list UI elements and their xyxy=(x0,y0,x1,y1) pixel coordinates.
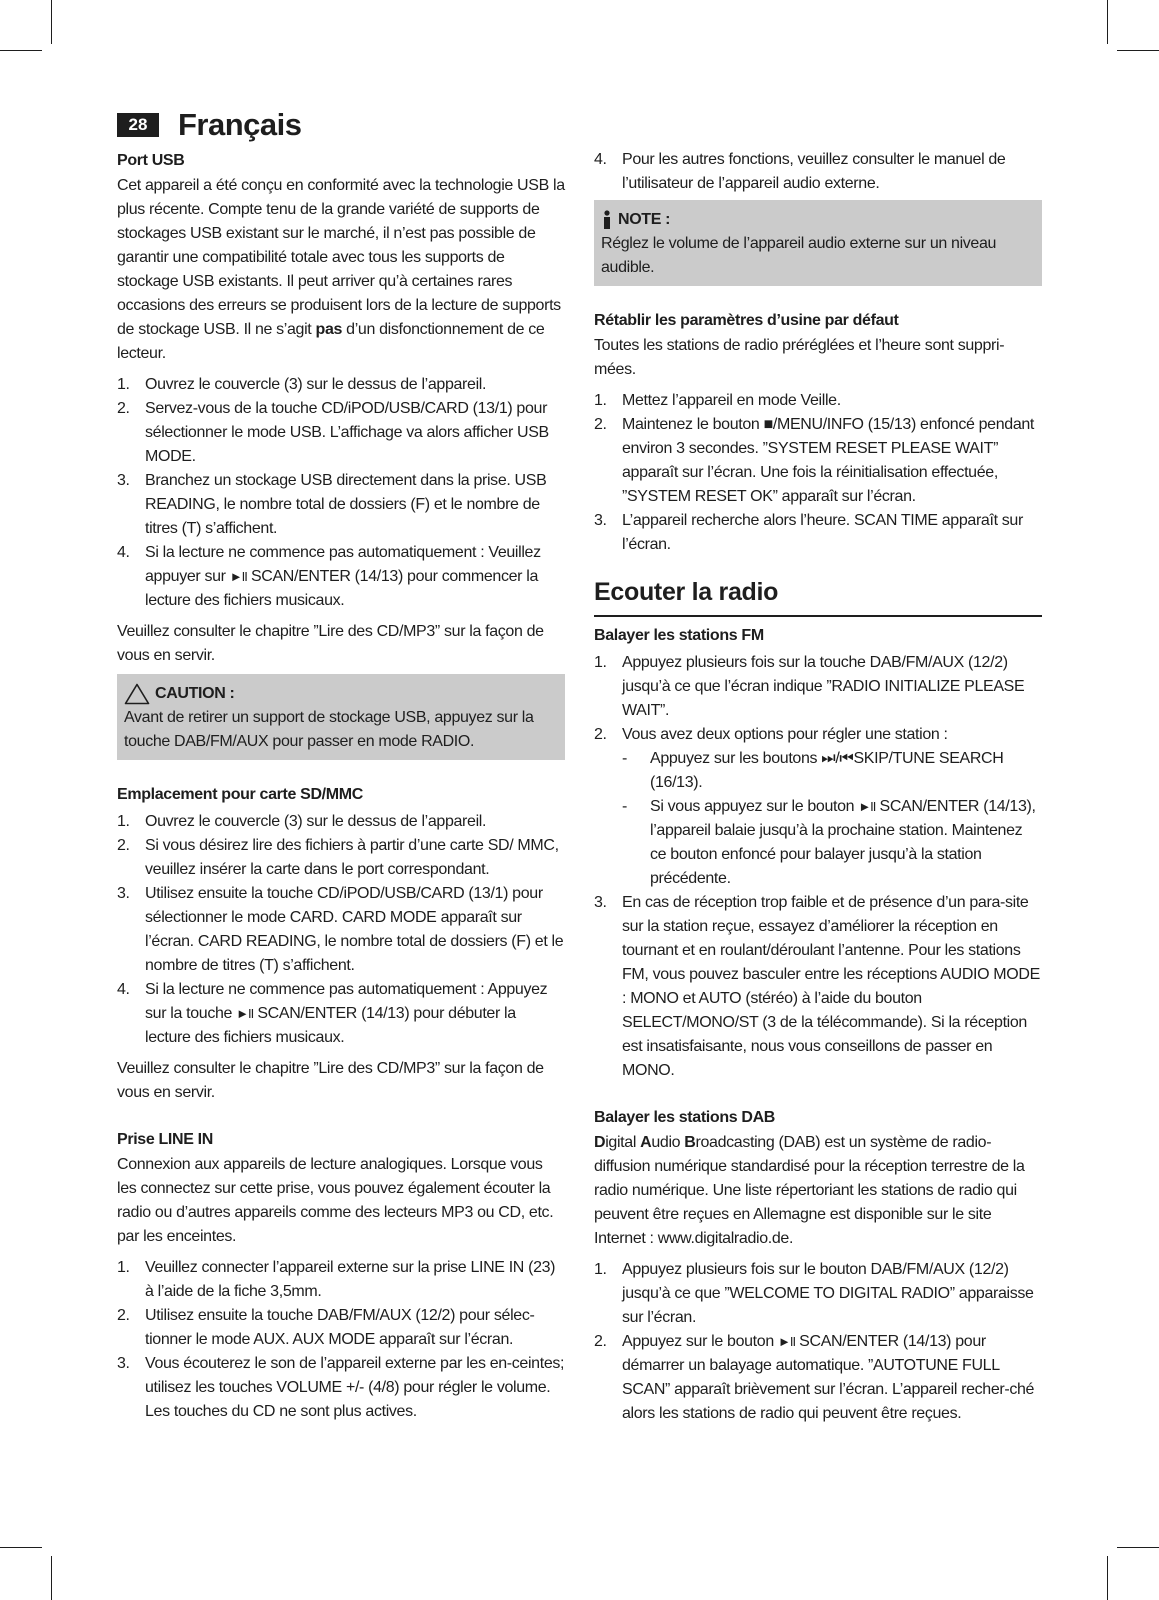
dab-heading: Balayer les stations DAB xyxy=(594,1109,776,1126)
radio-title: Ecouter la radio xyxy=(594,575,1042,617)
sd-heading: Emplacement pour carte SD/MMC xyxy=(117,786,363,803)
crop-mark xyxy=(1117,1547,1159,1548)
radio-section xyxy=(594,575,1042,1426)
list-item: 3. Utilisez ensuite la touche CD/iPOD/USB/CARD (13/1) pour sélectionner le mode CARD. CARD MODE apparaît sur l’écran. CARD READING, le nombre total de dossiers (F) et le nombre de titres (T) s’affichent. xyxy=(117,885,564,974)
info-icon xyxy=(601,210,613,230)
list-item: 2. Servez-vous de la touche CD/iPOD/USB/CARD (13/1) pour sélectionner le mode USB. L’affichage va alors afficher USB MODE. xyxy=(117,400,549,465)
list-item: 2. Maintenez le bouton ■/MENU/INFO (15/13) enfoncé pendant environ 3 secondes. ”SYSTEM RESET PLEASE WAIT” apparaît sur l’écran. Une fois la réinitialisation effectuée, ”SYSTEM RESET OK” apparaît sur l’écran. xyxy=(594,416,1035,505)
note-text: Réglez le volume de l’appareil audio externe sur un niveau audible. xyxy=(601,235,997,276)
list-item: 1. Ouvrez le couvercle (3) sur le dessus de l’appareil. xyxy=(117,813,487,830)
right-column xyxy=(594,148,1042,1426)
list-item: 1. Mettez l’appareil en mode Veille. xyxy=(594,392,841,409)
crop-mark xyxy=(1107,0,1108,44)
list-item: - Appuyez sur les boutons ⏭/⏮SKIP/TUNE SEARCH (16/13). xyxy=(622,750,1004,791)
caution-box xyxy=(117,674,565,760)
usb-heading: Port USB xyxy=(117,152,185,169)
crop-mark xyxy=(51,1556,52,1600)
page-header xyxy=(117,105,302,145)
linein-section xyxy=(117,1127,565,1424)
reset-steps xyxy=(594,389,1042,557)
list-item: 1. Ouvrez le couvercle (3) sur le dessus de l’appareil. xyxy=(117,376,487,393)
crop-mark xyxy=(0,1547,42,1548)
fm-heading: Balayer les stations FM xyxy=(594,627,764,644)
dab-steps xyxy=(594,1258,1042,1426)
note-box xyxy=(594,200,1042,286)
sd-section xyxy=(117,782,565,1105)
list-item: 3. Branchez un stockage USB directement dans la prise. USB READING, le nombre total de dossiers (F) et le nombre de titres (T) s’affichent. xyxy=(117,472,547,537)
usb-intro: Cet appareil a été conçu en conformité avec la technologie USB la plus récente. Compte tenu de la grande variété de supports de stockages USB existant sur le marché, il n’est pas possible de garantir une compatibilité totale avec tous les supports de stockage USB existants. Il peut arriver qu’à certaines rares occasions des erreurs se produisent lors de la lecture de supports de stockage USB. Il ne s’agit pas d’un disfonctionnement de ce lecteur. xyxy=(117,177,565,362)
caution-text: Avant de retirer un support de stockage USB, appuyez sur la touche DAB/FM/AUX pour passer en mode RADIO. xyxy=(124,709,534,750)
fm-steps xyxy=(594,651,1042,1083)
list-item: 1. Appuyez plusieurs fois sur la touche DAB/FM/AUX (12/2) jusqu’à ce que l’écran indique ”RADIO INITIALIZE PLEASE WAIT”. xyxy=(594,654,1025,719)
left-column xyxy=(117,148,565,1424)
skip-icon: ⏭/⏮ xyxy=(821,750,854,767)
list-item: 2. Vous avez deux options pour régler une station : - Appuyez sur les boutons ⏭/⏮SKIP/TUNE SEARCH (16/13). - Si vous appuyez sur le bouton ►II SCAN/ENTER (14/13), l’appareil balaie jusqu’à la prochaine station. Maintenez ce bouton enfoncé pour balayer jusqu’à la station précédente. xyxy=(594,723,1042,891)
list-item: 3. En cas de réception trop faible et de présence d’un para-site sur la station reçue, essayez d’améliorer la réception en tournant et en roulant/déroulant l’antenne. Pour les stations FM, vous pouvez basculer entre les réceptions AUDIO MODE : MONO et AUTO (stéréo) à l’aide du bouton SELECT/MONO/ST (3 de la télécommande). Si la réception est insatisfaisante, nous vous conseillons de passer en MONO. xyxy=(594,894,1040,1079)
list-item: 4. Si la lecture ne commence pas automatiquement : Veuillez appuyer sur ►II SCAN/ENTER (14/13) pour commencer la lecture des fichiers musicaux. xyxy=(117,544,541,609)
reset-section xyxy=(594,308,1042,557)
page-language-title: Français xyxy=(178,107,302,142)
crop-mark xyxy=(1117,50,1159,51)
stop-icon: ■ xyxy=(763,416,773,433)
list-item: 1. Appuyez plusieurs fois sur le bouton DAB/FM/AUX (12/2) jusqu’à ce que ”WELCOME TO DIGITAL RADIO” apparaisse sur l’écran. xyxy=(594,1261,1034,1326)
crop-mark xyxy=(0,50,42,51)
list-item: 4. Pour les autres fonctions, veuillez consulter le manuel de l’utilisateur de l’appareil audio externe. xyxy=(594,151,1006,192)
dab-intro: Digital Audio Broadcasting (DAB) est un système de radio-diffusion numérique standardisé pour la réception terrestre de la radio numérique. Une liste répertoriant les stations de radio qui peuvent être reçues en Allemagne est disponible sur le site Internet : www.digitalradio.de. xyxy=(594,1134,1025,1247)
sd-outro: Veuillez consulter le chapitre ”Lire des CD/MP3” sur la façon de vous en servir. xyxy=(117,1060,544,1101)
list-item: 4. Si la lecture ne commence pas automatiquement : Appuyez sur la touche ►II SCAN/ENTER (14/13) pour débuter la lecture des fichiers musicaux. xyxy=(117,981,548,1046)
page-number: 28 xyxy=(117,113,159,137)
reset-intro: Toutes les stations de radio préréglées et l’heure sont suppri-mées. xyxy=(594,337,1005,378)
linein-steps xyxy=(117,1256,565,1424)
play-pause-icon: ►II xyxy=(229,569,247,584)
note-title: NOTE : xyxy=(618,211,671,228)
caution-title: CAUTION : xyxy=(155,685,235,702)
reset-heading: Rétablir les paramètres d’usine par défaut xyxy=(594,312,899,329)
linein-steps-continued xyxy=(594,148,1042,196)
play-pause-icon: ►II xyxy=(858,799,876,814)
list-item: 1. Veuillez connecter l’appareil externe sur la prise LINE IN (23) à l’aide de la fiche 3,5mm. xyxy=(117,1259,556,1300)
warning-triangle-icon xyxy=(124,683,150,705)
list-item: 2. Utilisez ensuite la touche DAB/FM/AUX (12/2) pour sélec-tionner le mode AUX. AUX MODE apparaît sur l’écran. xyxy=(117,1307,535,1348)
list-item: - Si vous appuyez sur le bouton ►II SCAN/ENTER (14/13), l’appareil balaie jusqu’à la prochaine station. Maintenez ce bouton enfoncé pour balayer jusqu’à la station précédente. xyxy=(622,798,1036,887)
usb-section xyxy=(117,148,565,760)
play-pause-icon: ►II xyxy=(777,1334,796,1349)
usb-steps xyxy=(117,373,565,613)
linein-heading: Prise LINE IN xyxy=(117,1131,213,1148)
list-item: 3. L’appareil recherche alors l’heure. SCAN TIME apparaît sur l’écran. xyxy=(594,512,1023,553)
list-item: 3. Vous écouterez le son de l’appareil externe par les en-ceintes; utilisez les touches VOLUME +/- (4/8) pour régler le volume. Les touches du CD ne sont plus actives. xyxy=(117,1355,565,1420)
crop-mark xyxy=(51,0,52,44)
play-pause-icon: ►II xyxy=(236,1006,254,1021)
sd-steps xyxy=(117,810,565,1050)
usb-outro: Veuillez consulter le chapitre ”Lire des CD/MP3” sur la façon de vous en servir. xyxy=(117,623,544,664)
list-item: 2. Si vous désirez lire des fichiers à partir d’une carte SD/ MMC, veuillez insérer la carte dans le port correspondant. xyxy=(117,837,559,878)
crop-mark xyxy=(1107,1556,1108,1600)
linein-intro: Connexion aux appareils de lecture analogiques. Lorsque vous les connectez sur cette prise, vous pouvez également écouter la radio ou d’autres appareils comme des lecteurs MP3 ou CD, etc. par les enceintes. xyxy=(117,1156,554,1245)
list-item: 2. Appuyez sur le bouton ►II SCAN/ENTER (14/13) pour démarrer un balayage automatique. ”AUTOTUNE FULL SCAN” apparaît brièvement sur l’écran. L’appareil recher-ché alors les stations de radio qui peuvent être reçues. xyxy=(594,1333,1035,1422)
